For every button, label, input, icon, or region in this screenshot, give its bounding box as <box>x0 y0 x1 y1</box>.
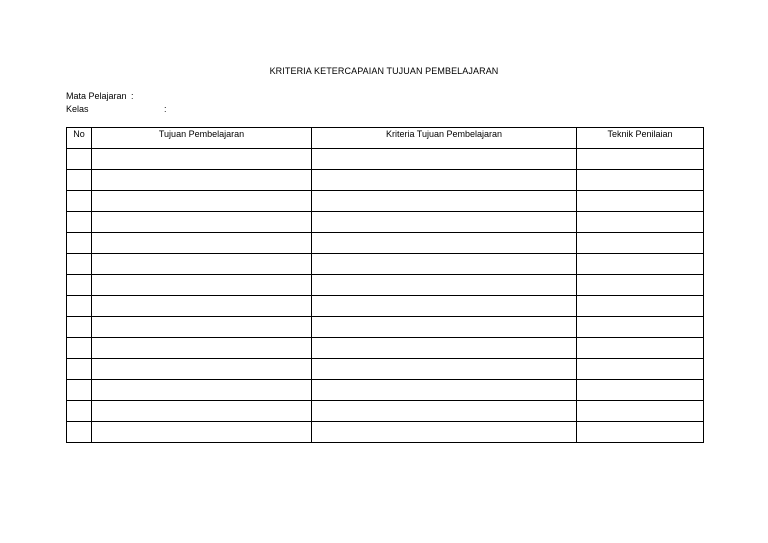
cell-no <box>67 359 92 380</box>
cell-no <box>67 149 92 170</box>
cell-kriteria-tujuan-pembelajaran <box>312 422 577 443</box>
cell-tujuan-pembelajaran <box>92 317 312 338</box>
cell-no <box>67 338 92 359</box>
table-row <box>67 170 704 191</box>
mata-pelajaran-colon: : <box>131 91 134 101</box>
cell-kriteria-tujuan-pembelajaran <box>312 275 577 296</box>
cell-kriteria-tujuan-pembelajaran <box>312 359 577 380</box>
cell-teknik-penilaian <box>577 212 704 233</box>
header-tujuan-pembelajaran: Tujuan Pembelajaran <box>92 128 312 149</box>
cell-kriteria-tujuan-pembelajaran <box>312 401 577 422</box>
cell-tujuan-pembelajaran <box>92 359 312 380</box>
mata-pelajaran-field <box>66 90 134 102</box>
cell-teknik-penilaian <box>577 254 704 275</box>
cell-teknik-penilaian <box>577 401 704 422</box>
cell-tujuan-pembelajaran <box>92 212 312 233</box>
cell-tujuan-pembelajaran <box>92 254 312 275</box>
cell-tujuan-pembelajaran <box>92 275 312 296</box>
mata-pelajaran-label: Mata Pelajaran <box>66 91 127 101</box>
table-header-row <box>67 128 704 149</box>
header-teknik-penilaian: Teknik Penilaian <box>577 128 704 149</box>
document-title: KRITERIA KETERCAPAIAN TUJUAN PEMBELAJARAN <box>269 66 499 76</box>
table-row <box>67 401 704 422</box>
cell-no <box>67 212 92 233</box>
cell-kriteria-tujuan-pembelajaran <box>312 212 577 233</box>
table-row <box>67 296 704 317</box>
table-row <box>67 380 704 401</box>
cell-tujuan-pembelajaran <box>92 401 312 422</box>
cell-tujuan-pembelajaran <box>92 191 312 212</box>
table-row <box>67 191 704 212</box>
cell-teknik-penilaian <box>577 170 704 191</box>
header-no: No <box>67 128 92 149</box>
cell-no <box>67 254 92 275</box>
cell-tujuan-pembelajaran <box>92 380 312 401</box>
table-row <box>67 422 704 443</box>
cell-no <box>67 170 92 191</box>
cell-no <box>67 275 92 296</box>
cell-teknik-penilaian <box>577 296 704 317</box>
cell-kriteria-tujuan-pembelajaran <box>312 233 577 254</box>
cell-tujuan-pembelajaran <box>92 296 312 317</box>
kelas-label: Kelas <box>66 104 89 114</box>
criteria-table <box>66 127 704 443</box>
cell-kriteria-tujuan-pembelajaran <box>312 149 577 170</box>
cell-no <box>67 401 92 422</box>
table-row <box>67 254 704 275</box>
table-row <box>67 275 704 296</box>
table-row <box>67 233 704 254</box>
cell-no <box>67 191 92 212</box>
cell-tujuan-pembelajaran <box>92 338 312 359</box>
cell-tujuan-pembelajaran <box>92 149 312 170</box>
cell-tujuan-pembelajaran <box>92 170 312 191</box>
cell-no <box>67 233 92 254</box>
header-kriteria-tujuan-pembelajaran: Kriteria Tujuan Pembelajaran <box>312 128 577 149</box>
cell-teknik-penilaian <box>577 359 704 380</box>
cell-teknik-penilaian <box>577 275 704 296</box>
cell-tujuan-pembelajaran <box>92 422 312 443</box>
cell-kriteria-tujuan-pembelajaran <box>312 191 577 212</box>
cell-teknik-penilaian <box>577 149 704 170</box>
table-row <box>67 212 704 233</box>
kelas-colon: : <box>164 104 167 114</box>
cell-kriteria-tujuan-pembelajaran <box>312 296 577 317</box>
cell-kriteria-tujuan-pembelajaran <box>312 170 577 191</box>
cell-kriteria-tujuan-pembelajaran <box>312 254 577 275</box>
cell-no <box>67 422 92 443</box>
table-body <box>67 149 704 443</box>
cell-teknik-penilaian <box>577 191 704 212</box>
kelas-field <box>66 103 167 115</box>
cell-teknik-penilaian <box>577 233 704 254</box>
cell-teknik-penilaian <box>577 380 704 401</box>
table-row <box>67 317 704 338</box>
table-row <box>67 338 704 359</box>
cell-kriteria-tujuan-pembelajaran <box>312 338 577 359</box>
table-row <box>67 359 704 380</box>
cell-teknik-penilaian <box>577 338 704 359</box>
table-row <box>67 149 704 170</box>
cell-kriteria-tujuan-pembelajaran <box>312 380 577 401</box>
cell-no <box>67 380 92 401</box>
cell-no <box>67 317 92 338</box>
cell-kriteria-tujuan-pembelajaran <box>312 317 577 338</box>
cell-teknik-penilaian <box>577 422 704 443</box>
cell-teknik-penilaian <box>577 317 704 338</box>
cell-no <box>67 296 92 317</box>
cell-tujuan-pembelajaran <box>92 233 312 254</box>
